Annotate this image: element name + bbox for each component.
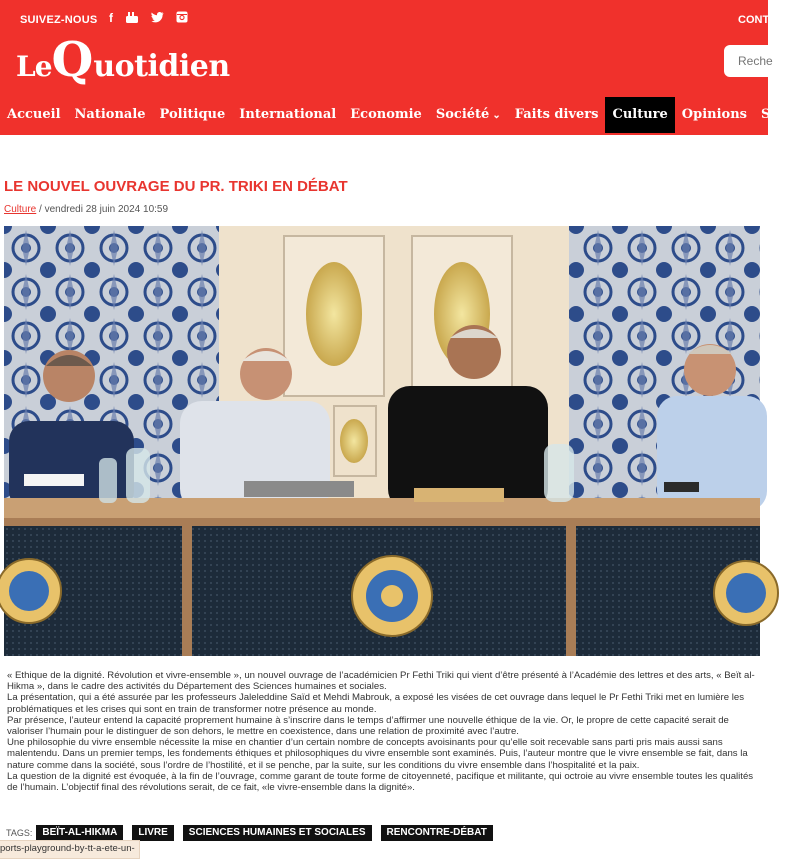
nav-item-faits-divers[interactable]: Faits divers — [514, 107, 599, 122]
youtube-icon[interactable] — [125, 11, 139, 26]
article-title: LE NOUVEL OUVRAGE DU PR. TRIKI EN DÉBAT — [4, 178, 348, 195]
article-date: vendredi 28 juin 2024 10:59 — [44, 204, 169, 215]
nav-item-nationale[interactable]: Nationale — [74, 107, 146, 122]
nav-item-economie[interactable]: Economie — [350, 107, 422, 122]
paragraph: Une philosophie du vivre ensemble nécessite la mise en chantier d’un certain nombre de concepts avoisinants pour qu’elle soit recevable sans parti pris mais aussi sans malentendu. Dans un premier temps, les fondements éthiques et philosophiques du vivre ensemble sont examinés. Puis, l’auteur montre que le vivre ensemble se fait, dans la nature comme dans la société, sous l’ordre de l’hostilité, et il se penche, par la suite, sur les conditions du vivre ensemble dans l’hospitalité et la paix. — [7, 737, 748, 771]
main-nav — [0, 97, 808, 133]
category-link[interactable]: Culture — [4, 204, 37, 215]
article-photo — [4, 226, 760, 656]
tag-link[interactable]: BEÏT-AL-HIKMA — [36, 825, 123, 841]
follow-us-label: SUIVEZ-NOUS — [20, 14, 98, 26]
contact-link[interactable]: CONT — [738, 14, 770, 26]
nav-item-accueil[interactable]: Accueil — [7, 107, 61, 122]
meta-separator: / — [39, 204, 42, 215]
status-bar-url: ports-playground-by-tt-a-ete-un- — [0, 840, 140, 859]
tags-bar — [6, 825, 502, 841]
tag-link[interactable]: LIVRE — [132, 825, 173, 841]
paragraph: Par présence, l’auteur entend la capacité proprement humaine à s’inscrire dans le temps d’affirmer une nouvelle éthique de la vie. Or, le propre de cette capacité serait de valoriser l’humain pour le distinguer de son dehors, le mettre en coexistence, dans une relation de proximité avec l’autre. — [7, 714, 729, 738]
social-links — [109, 11, 188, 26]
nav-item-politique[interactable]: Politique — [159, 107, 226, 122]
paragraph: « Ethique de la dignité. Révolution et vivre-ensemble », un nouvel ouvrage de l’académicien Pr Fethi Triki qui vient d’être présenté à l’Académie des lettres et des arts, « Beït al-Hikma », dans le cadre des activités du Département des Sciences humaines et sociales. — [7, 670, 755, 693]
facebook-icon[interactable]: f — [109, 11, 113, 25]
instagram-icon[interactable] — [176, 11, 188, 26]
nav-item-societe[interactable]: Société ⌄ — [435, 107, 501, 122]
chevron-down-icon: ⌄ — [492, 110, 501, 121]
tags-label: TAGS: — [6, 828, 33, 838]
nav-item-international[interactable]: International — [239, 107, 337, 122]
nav-item-sport[interactable]: Sport — [760, 107, 801, 122]
article-body — [7, 670, 755, 793]
search-input[interactable] — [724, 45, 794, 77]
article-meta — [4, 204, 168, 215]
nav-item-culture[interactable]: Culture — [605, 97, 674, 133]
paragraph: La présentation, qui a été assurée par les professeurs Jaleleddine Saïd et Mehdi Mabrouk, a exposé les visées de cet ouvrage dans lequel le Pr Fethi Triki met en lumière les problématiques et les crises qui sont en train de transformer notre présence au monde. — [7, 692, 744, 715]
tag-link[interactable]: RENCONTRE-DÉBAT — [381, 825, 493, 841]
paragraph: La question de la dignité est évoquée, à la fin de l’ouvrage, comme garant de toute forme de citoyenneté, pacifique et militante, qui octroie au vivre ensemble toutes les qualités de l’humain. L’objectif final des révolutions serait, de ce fait, «le vivre-ensemble dans la dignité». — [7, 770, 754, 794]
site-header — [0, 0, 801, 135]
site-logo[interactable]: LeQuotidien — [16, 32, 230, 88]
tag-link[interactable]: SCIENCES HUMAINES ET SOCIALES — [183, 825, 372, 841]
twitter-icon[interactable] — [151, 11, 164, 26]
nav-item-opinions[interactable]: Opinions — [681, 107, 747, 122]
